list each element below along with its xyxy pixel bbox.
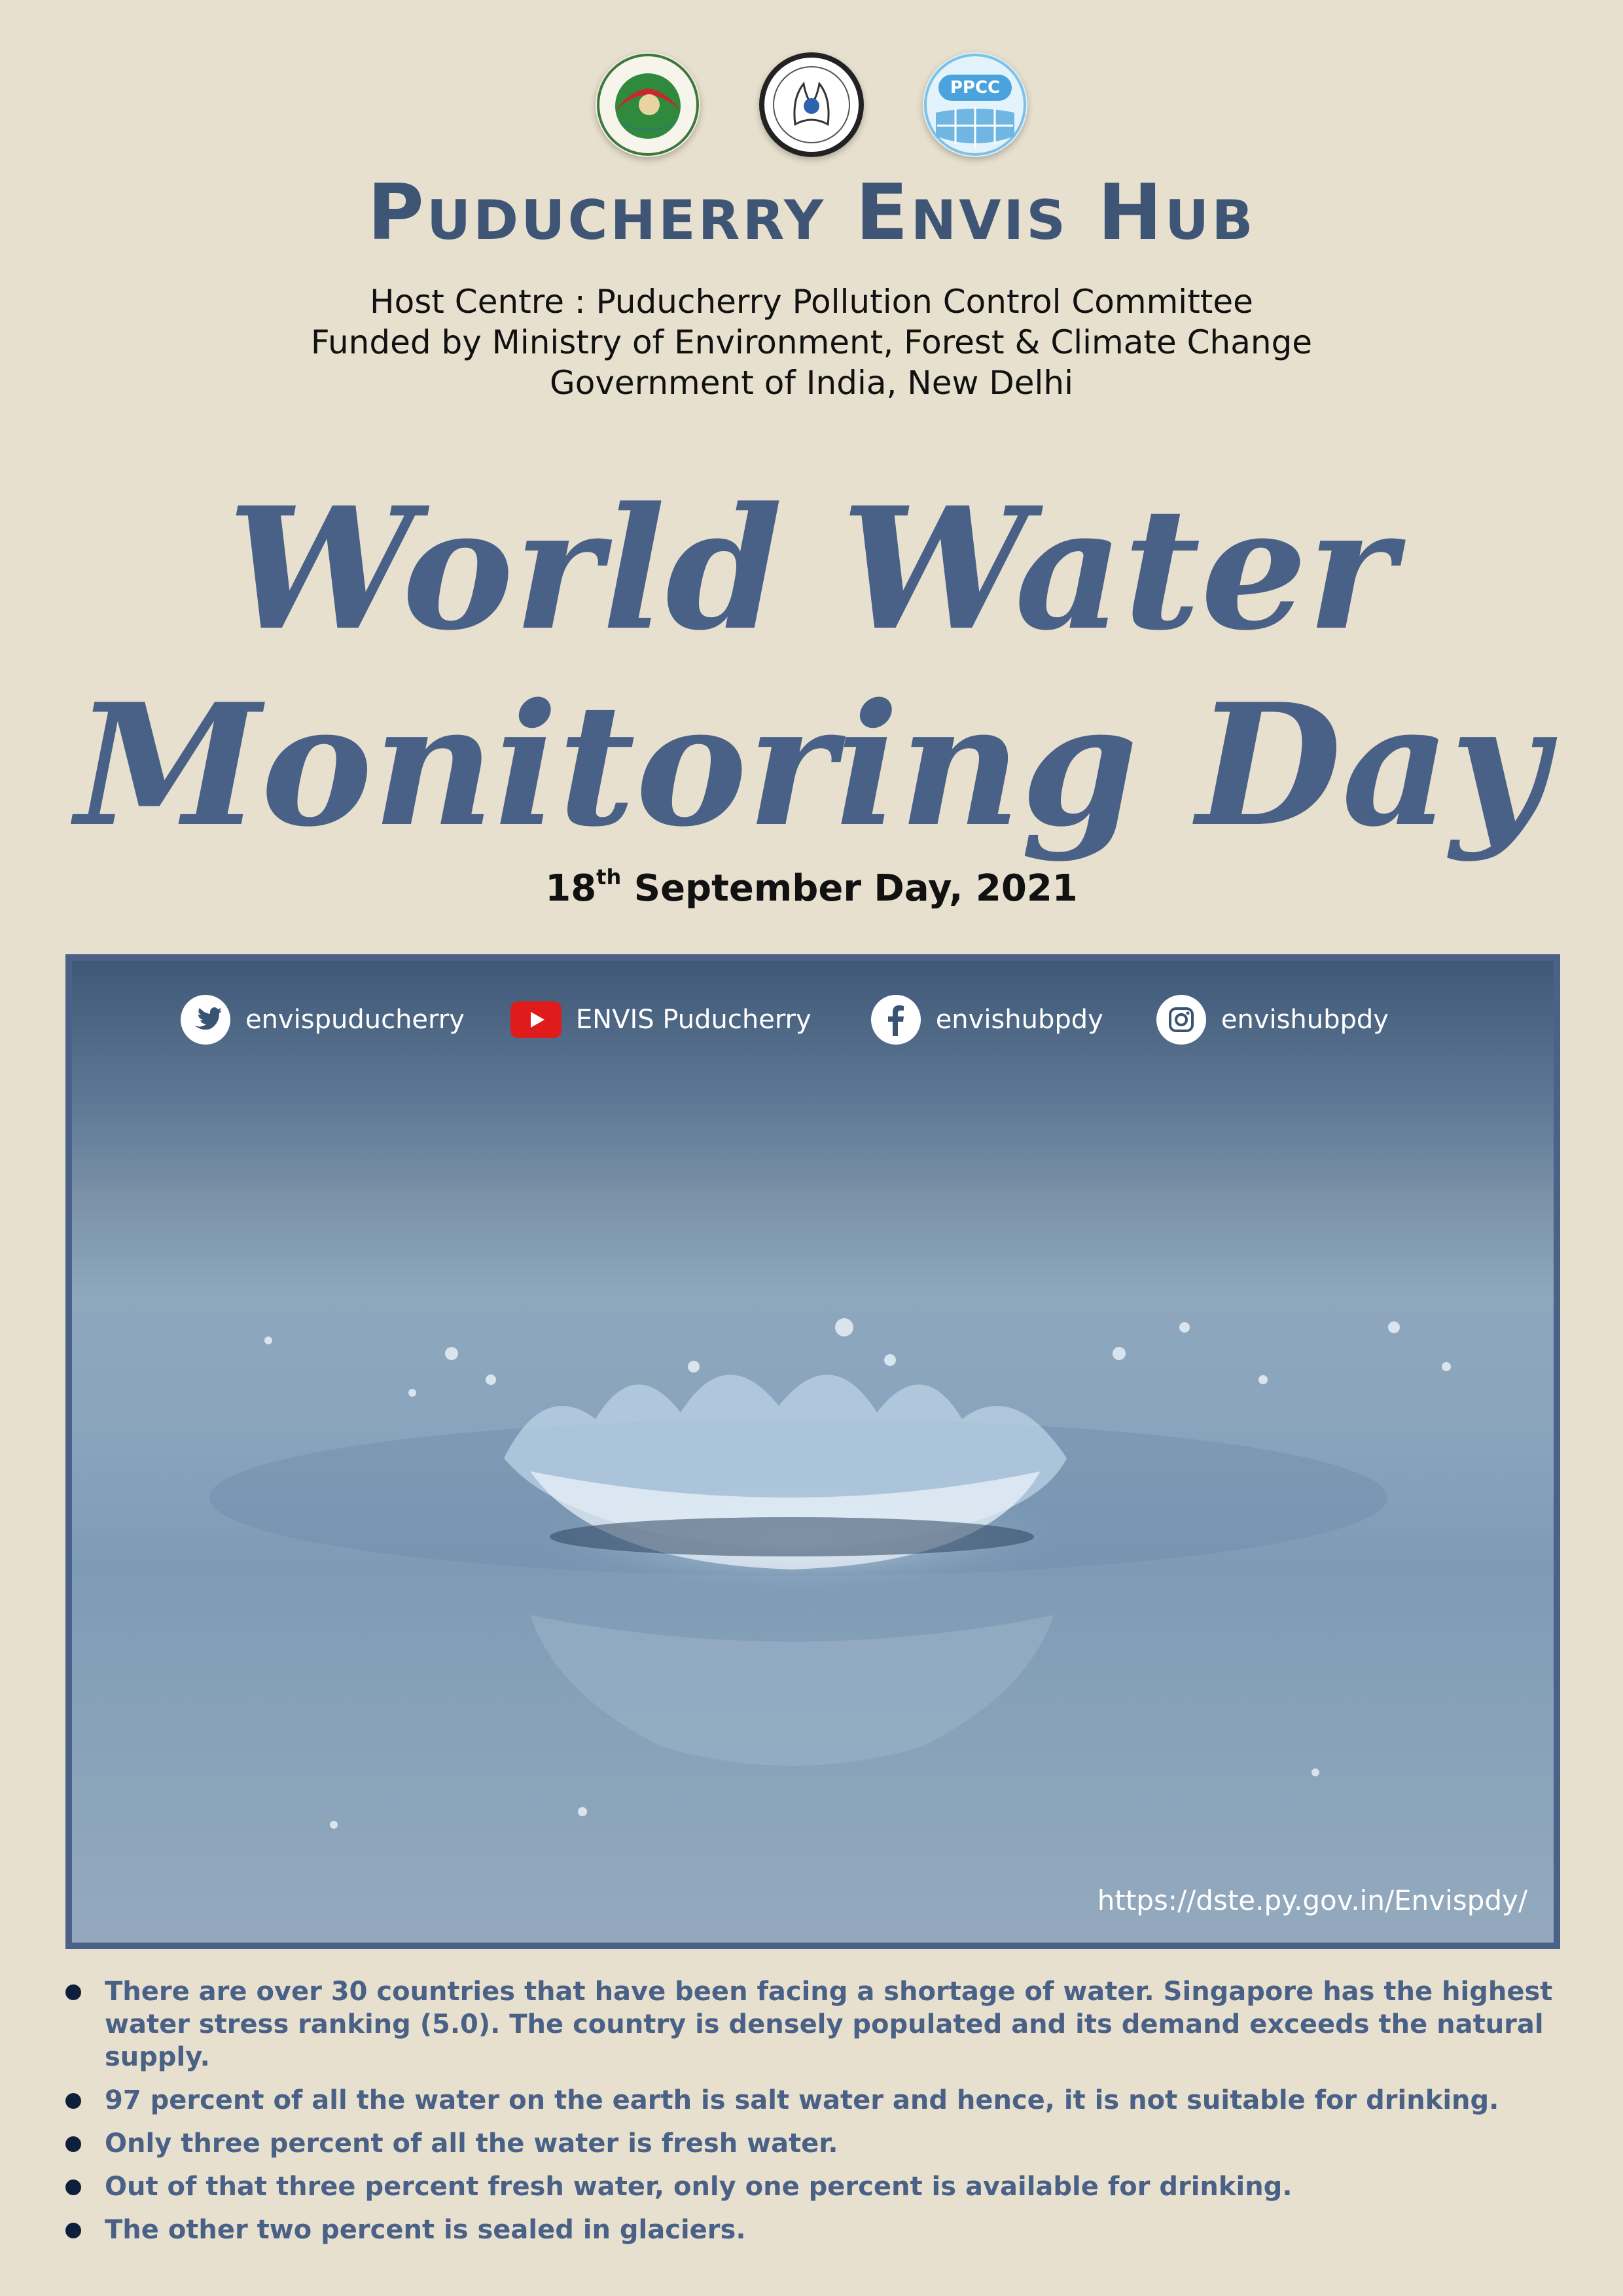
water-crown-splash-image — [72, 961, 1554, 1943]
social-media-bar — [180, 994, 1435, 1046]
logo-row — [0, 52, 1623, 157]
youtube-link[interactable] — [510, 994, 812, 1045]
government-line: Government of India, New Delhi — [550, 364, 1073, 402]
ppcc-logo — [923, 52, 1027, 157]
bullet-icon — [65, 2093, 81, 2109]
event-title-line-2: Monitoring Day — [75, 668, 1548, 864]
instagram-icon — [1156, 994, 1207, 1045]
ppcc-logo-text: PPCC — [950, 78, 1001, 98]
fact-item — [65, 2170, 1558, 2203]
fact-item — [65, 2127, 1558, 2160]
event-title — [0, 471, 1623, 864]
facebook-handle: envishubpdy — [935, 1005, 1103, 1035]
event-title-line-1: World Water — [227, 471, 1396, 668]
hub-title: Puducherry Envis Hub — [367, 167, 1256, 257]
fact-item — [65, 2214, 1558, 2246]
facebook-link[interactable] — [870, 994, 1103, 1045]
instagram-handle: envishubpdy — [1221, 1005, 1389, 1035]
facebook-icon — [870, 994, 921, 1045]
date-rest: September Day, 2021 — [621, 867, 1078, 910]
fact-text: 97 percent of all the water on the earth is salt water and hence, it is not suitable for drinking. — [105, 2085, 1499, 2115]
water-splash-photo — [65, 954, 1560, 1949]
fact-text: The other two percent is sealed in glaciers. — [105, 2215, 746, 2245]
twitter-handle: envispuducherry — [245, 1005, 465, 1035]
bullet-icon — [65, 2136, 81, 2152]
instagram-link[interactable] — [1156, 994, 1389, 1045]
host-centre-info — [0, 281, 1623, 403]
swachh-puducherry-logo — [596, 52, 700, 157]
fact-item — [65, 1975, 1558, 2073]
envis-india-logo — [759, 52, 864, 157]
bullet-icon — [65, 2223, 81, 2238]
event-date — [0, 867, 1623, 910]
date-suffix: th — [596, 865, 622, 889]
youtube-icon — [510, 994, 562, 1045]
fact-text: There are over 30 countries that have been facing a shortage of water. Singapore has the highest water stress ranking (5.0). The country is densely populated and its demand exceeds the natural supply. — [105, 1977, 1553, 2072]
twitter-icon — [180, 994, 231, 1045]
website-url[interactable]: https://dste.py.gov.in/Envispdy/ — [1097, 1884, 1527, 1916]
water-facts-list — [65, 1975, 1558, 2257]
date-day: 18 — [545, 867, 597, 910]
host-centre-line: Host Centre : Puducherry Pollution Control Committee — [370, 283, 1253, 321]
swachh-puducherry-logo-graphic — [596, 52, 700, 157]
fact-item — [65, 2084, 1558, 2117]
funding-line: Funded by Ministry of Environment, Forest & Climate Change — [310, 323, 1313, 361]
youtube-channel: ENVIS Puducherry — [575, 1005, 812, 1035]
fact-text: Only three percent of all the water is fresh water. — [105, 2128, 838, 2159]
envis-india-logo-graphic — [759, 52, 864, 157]
twitter-link[interactable] — [180, 994, 465, 1045]
bullet-icon — [65, 2179, 81, 2195]
bullet-icon — [65, 1984, 81, 2000]
fact-text: Out of that three percent fresh water, only one percent is available for drinking. — [105, 2172, 1293, 2202]
